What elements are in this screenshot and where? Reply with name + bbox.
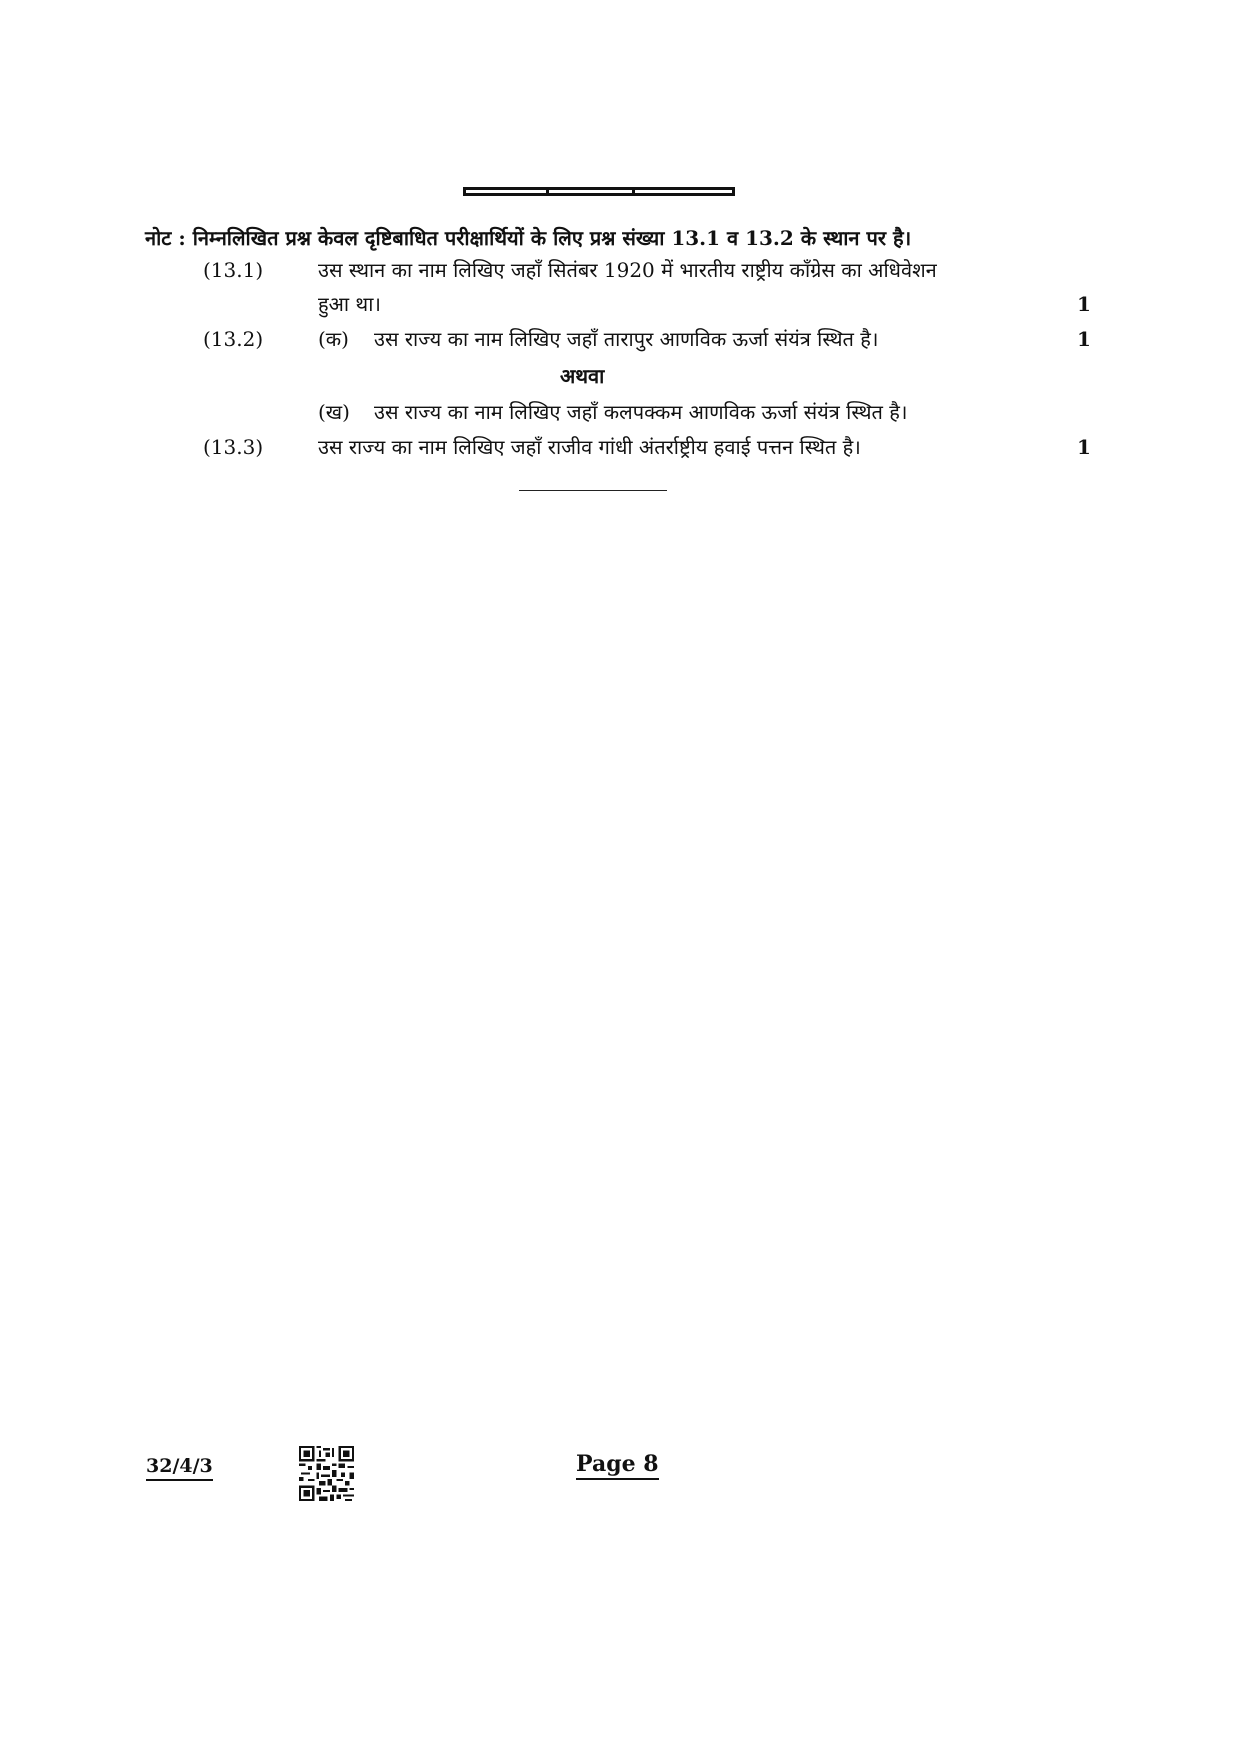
- question-number: (13.3): [203, 435, 264, 459]
- note-text: निम्नलिखित प्रश्न केवल दृष्टिबाधित परीक्षार्थियों के लिए प्रश्न संख्या 13.1 व 13.2 के स्थान पर है।: [192, 226, 912, 250]
- note: [145, 224, 1105, 252]
- qr-code-icon: [299, 1446, 354, 1501]
- marks: 1: [1077, 292, 1091, 316]
- page-number: Page 8: [576, 1451, 659, 1480]
- bar-divider: [546, 190, 549, 193]
- note-label: नोट :: [145, 226, 186, 250]
- section-end-bar: [463, 187, 735, 196]
- question-text-cont: हुआ था।: [318, 292, 381, 316]
- option-b-text: उस राज्य का नाम लिखिए जहाँ कलपक्कम आणविक ऊर्जा संयंत्र स्थित है।: [374, 400, 908, 424]
- paper-code: 32/4/3: [146, 1455, 213, 1481]
- marks: 1: [1077, 327, 1091, 351]
- question-option-a: [318, 322, 1058, 356]
- question-option-b: [318, 395, 1058, 429]
- question-number: (13.2): [203, 327, 264, 351]
- bar-divider: [632, 190, 635, 193]
- or-separator: अथवा: [560, 364, 605, 388]
- marks: 1: [1077, 435, 1091, 459]
- end-rule: [519, 490, 667, 491]
- option-a-text: उस राज्य का नाम लिखिए जहाँ तारापुर आणविक ऊर्जा संयंत्र स्थित है।: [374, 327, 879, 351]
- option-b-label: (ख): [318, 400, 350, 424]
- question-number: (13.1): [203, 258, 264, 282]
- question-text: उस राज्य का नाम लिखिए जहाँ राजीव गांधी अंतर्राष्ट्रीय हवाई पत्तन स्थित है।: [318, 435, 861, 459]
- option-a-label: (क): [318, 327, 349, 351]
- question-text: उस स्थान का नाम लिखिए जहाँ सितंबर 1920 में भारतीय राष्ट्रीय काँग्रेस का अधिवेशन: [318, 258, 937, 282]
